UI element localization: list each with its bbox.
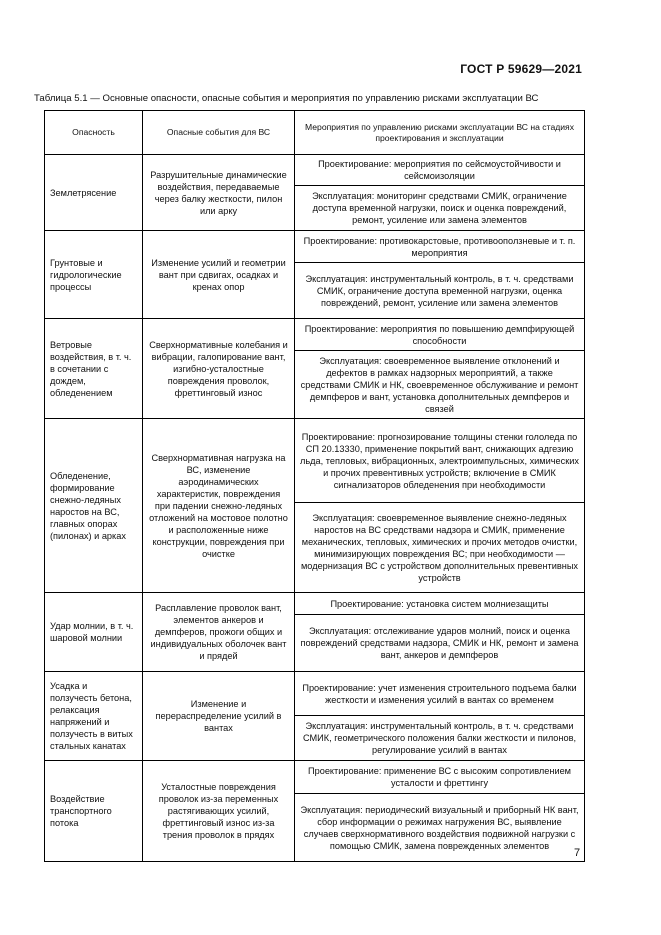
column-header-hazard: Опасность (45, 111, 143, 155)
document-code: ГОСТ Р 59629—2021 (460, 62, 582, 76)
table-row (45, 672, 585, 716)
operation-measure-cell: Эксплуатация: своевременное выявление отклонений и дефектов в рамках надзорных мероприятий, а также средствами СМИК и НК, своевременное обслуживание и ремонт демпферов и вант, установка дополнительных демпферов и связей (295, 351, 585, 419)
table-caption: Таблица 5.1 — Основные опасности, опасные события и мероприятия по управлению рисками эксплуатации ВС (34, 93, 539, 104)
operation-measure-cell: Эксплуатация: мониторинг средствами СМИК, ограничение доступа временной нагрузки, поиск и оценка повреждений, ремонт, усиление или замена элементов (295, 186, 585, 231)
design-measure-cell: Проектирование: установка систем молниезащиты (295, 593, 585, 615)
table-row (45, 419, 585, 503)
hazard-cell: Воздействие транспортного потока (45, 761, 143, 862)
event-cell: Изменение и перераспределение усилий в вантах (143, 672, 295, 761)
table-row (45, 319, 585, 351)
hazards-table (44, 110, 585, 862)
table-row (45, 155, 585, 186)
design-measure-cell: Проектирование: применение ВС с высоким сопротивлением усталости и фреттингу (295, 761, 585, 794)
design-measure-cell: Проектирование: учет изменения строительного подъема балки жесткости и изменения усилий в вантах со временем (295, 672, 585, 716)
column-header-events: Опасные события для ВС (143, 111, 295, 155)
column-header-measures: Мероприятия по управлению рисками эксплуатации ВС на стадиях проектирования и эксплуатации (295, 111, 585, 155)
hazard-cell: Землетрясение (45, 155, 143, 231)
operation-measure-cell: Эксплуатация: инструментальный контроль, в т. ч. средствами СМИК, геометрического положения балки жесткости и пилонов, регулирование усилий в вантах (295, 716, 585, 761)
table-row (45, 761, 585, 794)
event-cell: Сверхнормативная нагрузка на ВС, изменение аэродинамических характеристик, повреждения при падении снежно-ледяных отложений на мостовое полотно и расположенные ниже конструкции, повреждения при очистке (143, 419, 295, 593)
operation-measure-cell: Эксплуатация: отслеживание ударов молний, поиск и оценка повреждений средствами надзора, СМИК и НК, ремонт и замена вант, анкеров и демпферов (295, 615, 585, 672)
hazard-cell: Обледенение, формирование снежно-ледяных наростов на ВС, главных опорах (пилонах) и арках (45, 419, 143, 593)
page-number: 7 (574, 847, 581, 859)
design-measure-cell: Проектирование: противокарстовые, противооползневые и т. п. мероприятия (295, 231, 585, 263)
hazard-cell: Ветровые воздействия, в т. ч. в сочетании с дождем, обледенением (45, 319, 143, 419)
design-measure-cell: Проектирование: прогнозирование толщины стенки гололеда по СП 20.13330, применение покрытий вант, снижающих адгезию льда, тепловых, вибрационных, электроимпульсных, химических и прочих превентивных устройств; включение в СМИК сигнализаторов обледенения при необходимости (295, 419, 585, 503)
event-cell: Изменение усилий и геометрии вант при сдвигах, осадках и кренах опор (143, 231, 295, 319)
table-row (45, 593, 585, 615)
operation-measure-cell: Эксплуатация: своевременное выявление снежно-ледяных наростов на ВС средствами надзора и СМИК, применение механических, тепловых, химических и прочих методов очистки, минимизирующих повреждения ВС; при необходимости — модернизация ВС с устройством дополнительных превентивных устройств (295, 503, 585, 593)
event-cell: Расплавление проволок вант, элементов анкеров и демпферов, прожоги общих и индивидуальных оболочек вант и прядей (143, 593, 295, 672)
operation-measure-cell: Эксплуатация: периодический визуальный и приборный НК вант, сбор информации о режимах нагружения ВС, выявление случаев сверхнормативного воздействия подвижной нагрузки с помощью СМИК, замена поврежденных элементов (295, 794, 585, 862)
event-cell: Сверхнормативные колебания и вибрации, галопирование вант, изгибно-усталостные повреждения проволок, фреттинговый износ (143, 319, 295, 419)
hazard-cell: Удар молнии, в т. ч. шаровой молнии (45, 593, 143, 672)
hazard-cell: Усадка и ползучесть бетона, релаксация напряжений и ползучесть в витых стальных канатах (45, 672, 143, 761)
hazard-cell: Грунтовые и гидрологические процессы (45, 231, 143, 319)
design-measure-cell: Проектирование: мероприятия по сейсмоустойчивости и сейсмоизоляции (295, 155, 585, 186)
event-cell: Разрушительные динамические воздействия, передаваемые через балку жесткости, пилон или арку (143, 155, 295, 231)
table-header-row (45, 111, 585, 155)
table-row (45, 231, 585, 263)
design-measure-cell: Проектирование: мероприятия по повышению демпфирующей способности (295, 319, 585, 351)
event-cell: Усталостные повреждения проволок из-за переменных растягивающих усилий, фреттинговый износ из-за трения проволок в прядях (143, 761, 295, 862)
operation-measure-cell: Эксплуатация: инструментальный контроль, в т. ч. средствами СМИК, ограничение доступа временной нагрузки, оценка повреждений, ремонт, усиление или замена элементов (295, 263, 585, 319)
